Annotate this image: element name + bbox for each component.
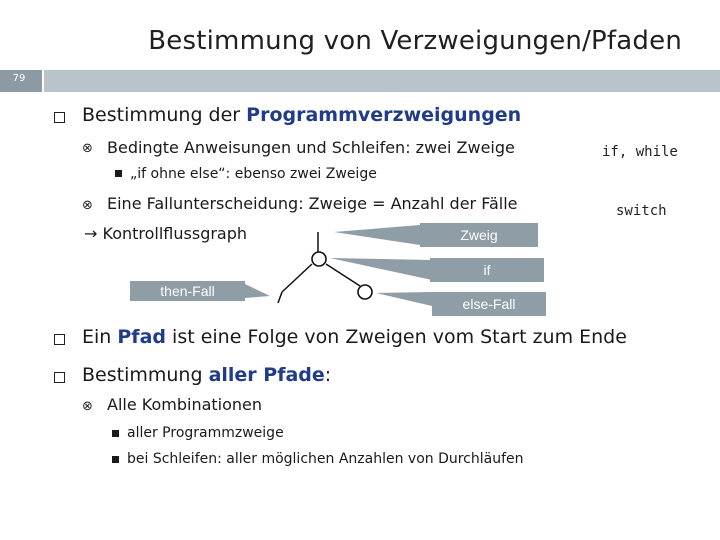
crossed-circle-bullet-icon: ⊗: [82, 197, 93, 212]
bullet-text: Ein: [82, 326, 118, 348]
callout-pointer-then: [245, 284, 270, 298]
callout-branch: Zweig: [420, 223, 538, 247]
callout-else: else-Fall: [432, 292, 546, 316]
crossed-circle-bullet-icon: ⊗: [82, 140, 93, 155]
bullet-text: ist eine Folge von Zweigen vom Start zum Ende: [166, 326, 627, 348]
highlight-text: Pfad: [117, 326, 166, 348]
slide-title: Bestimmung von Verzweigungen/Pfaden: [148, 26, 682, 56]
bullet-item-all-paths: [82, 364, 331, 386]
sub-bullet-combinations: Alle Kombinationen: [107, 395, 263, 414]
right-arrow-icon: →: [84, 224, 98, 243]
callout-pointer-branch: [334, 225, 420, 245]
code-if-while: if, while: [602, 144, 678, 160]
square-bullet-icon: [112, 456, 119, 463]
slide-number: 79: [12, 73, 26, 84]
bullet-text: Bestimmung der: [82, 104, 247, 126]
callout-pointer-else: [376, 292, 432, 306]
highlight-text: aller Pfade: [208, 364, 325, 386]
code-switch: switch: [616, 203, 667, 219]
checkbox-bullet-icon: [54, 334, 65, 345]
bullet-item-path: [82, 326, 627, 348]
bullet-text: Bestimmung: [82, 364, 209, 386]
bullet-text: :: [324, 364, 332, 386]
arrow-line-text: Kontrollflussgraph: [102, 224, 248, 243]
sub-bullet-conditionals: Bedingte Anweisungen und Schleifen: zwei Zweige: [107, 138, 515, 157]
callout-if: if: [430, 258, 544, 282]
sub-sub-bullet-loop-iterations: bei Schleifen: aller möglichen Anzahlen von Durchläufen: [127, 451, 524, 467]
square-bullet-icon: [112, 430, 119, 437]
edge-then: [282, 264, 312, 292]
crossed-circle-bullet-icon: ⊗: [82, 398, 93, 413]
if-node: [312, 252, 326, 266]
edge-then-tail: [278, 292, 282, 303]
sub-sub-bullet-if-no-else: „if ohne else“: ebenso zwei Zweige: [130, 166, 377, 182]
checkbox-bullet-icon: [54, 372, 65, 383]
else-node: [358, 285, 372, 299]
sub-sub-bullet-all-branches: aller Programmzweige: [127, 425, 284, 441]
edge-else: [326, 264, 360, 286]
highlight-text: Programmverzweigungen: [246, 104, 522, 126]
sub-bullet-switch: Eine Fallunterscheidung: Zweige = Anzahl der Fälle: [107, 194, 518, 213]
callout-then: then-Fall: [130, 281, 245, 301]
